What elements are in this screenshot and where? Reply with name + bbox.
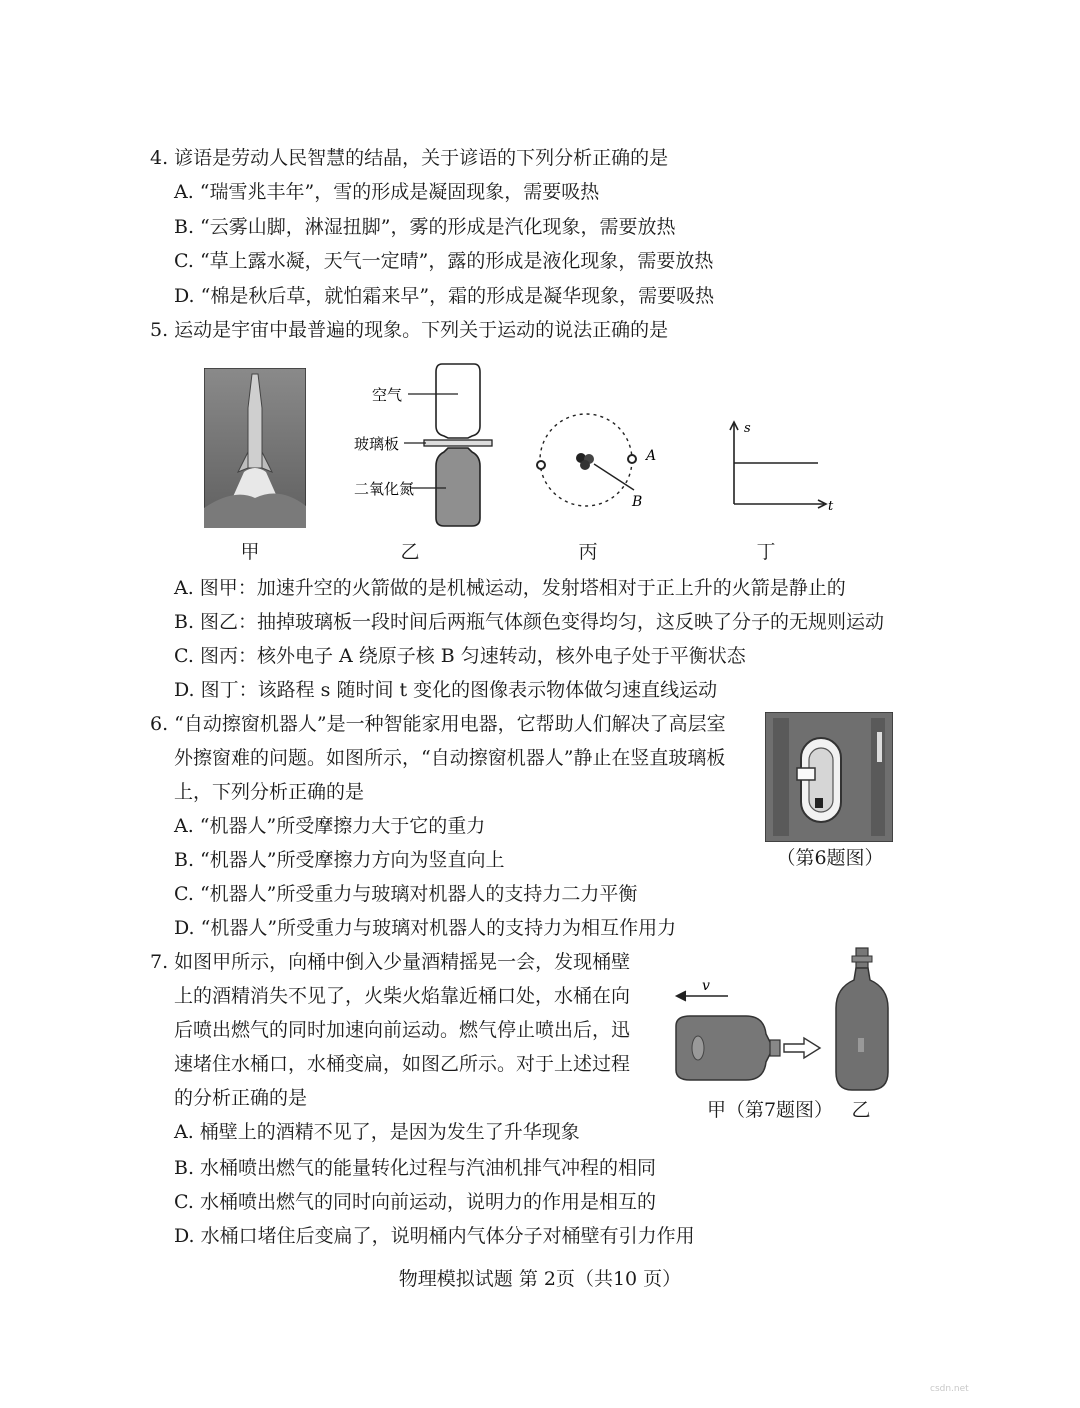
q7-stem-line-5: 的分析正确的是 <box>174 1087 308 1109</box>
q6-option-d: D. “机器人”所受重力与玻璃对机器人的支持力为相互作用力 <box>174 917 677 939</box>
q6-option-c: C. “机器人”所受重力与玻璃对机器人的支持力二力平衡 <box>174 883 638 905</box>
q5-option-b: B. 图乙：抽掉玻璃板一段时间后两瓶气体颜色变得均匀，这反映了分子的无规则运动 <box>174 611 885 633</box>
q7-stem-line-3: 后喷出燃气的同时加速向前运动。燃气停止喷出后，迅 <box>174 1019 631 1041</box>
q6-figure-caption: （第6题图） <box>776 847 884 869</box>
q5-label-a: A <box>646 448 657 464</box>
q5-option-a: A. 图甲：加速升空的火箭做的是机械运动，发射塔相对于正上升的火箭是静止的 <box>174 577 846 599</box>
q7-option-a: A. 桶壁上的酒精不见了，是因为发生了升华现象 <box>174 1121 580 1143</box>
q5-atom-figure <box>528 402 658 522</box>
q7-figure-yi-caption: 乙 <box>851 1099 871 1121</box>
q4-option-c: C. “草上露水凝，天气一定晴”，露的形成是液化现象，需要放热 <box>174 250 714 272</box>
q7-stem-line-2: 上的酒精消失不见了，火柴火焰靠近桶口处，水桶在向 <box>174 985 631 1007</box>
q5-bottles-figure <box>350 360 500 530</box>
q5-figure-yi-caption: 乙 <box>400 541 420 563</box>
q5-option-c: C. 图丙：核外电子 A 绕原子核 B 匀速转动，核外电子处于平衡状态 <box>174 645 746 667</box>
q5-axis-t: t <box>828 499 834 514</box>
q7-bucket-figure <box>662 944 902 1094</box>
q5-rocket-figure <box>204 368 306 528</box>
q7-stem-line-4: 速堵住水桶口，水桶变扁，如图乙所示。对于上述过程 <box>174 1053 631 1075</box>
q5-figure-ding-caption: 丁 <box>756 541 776 563</box>
q5-st-graph-figure <box>720 416 840 514</box>
q7-option-c: C. 水桶喷出燃气的同时向前运动，说明力的作用是相互的 <box>174 1191 656 1213</box>
q7-stem-line-1: 7. 如图甲所示，向桶中倒入少量酒精摇晃一会，发现桶壁 <box>150 951 631 973</box>
q7-figure-caption: 甲（第7题图） <box>706 1099 834 1121</box>
q5-axis-s: s <box>744 421 751 436</box>
q5-nucleus <box>576 453 594 470</box>
q5-stem: 5. 运动是宇宙中最普遍的现象。下列关于运动的说法正确的是 <box>150 319 669 341</box>
q5-label-no2: 二氧化氮 <box>354 480 415 498</box>
q6-robot-figure <box>765 712 893 842</box>
watermark: csdn.net <box>930 1384 969 1394</box>
page-footer: 物理模拟试题 第 2页（共10 页） <box>398 1268 682 1290</box>
q6-option-b: B. “机器人”所受摩擦力方向为竖直向上 <box>174 849 505 871</box>
q5-option-d: D. 图丁：该路程 s 随时间 t 变化的图像表示物体做匀速直线运动 <box>174 679 718 701</box>
q5-label-glass: 玻璃板 <box>354 435 400 453</box>
q6-stem-line-3: 上，下列分析正确的是 <box>174 781 365 803</box>
q5-figure-jia-caption: 甲 <box>240 541 260 563</box>
q5-label-air: 空气 <box>372 386 403 404</box>
q4-option-a: A. “瑞雪兆丰年”，雪的形成是凝固现象，需要吸热 <box>174 181 600 203</box>
q7-option-b: B. 水桶喷出燃气的能量转化过程与汽油机排气冲程的相同 <box>174 1157 657 1179</box>
q7-velocity-label: v <box>702 978 710 994</box>
q4-stem: 4. 谚语是劳动人民智慧的结晶，关于谚语的下列分析正确的是 <box>150 147 669 169</box>
q5-figure-bing-caption: 丙 <box>578 541 598 563</box>
q5-label-b: B <box>632 494 643 510</box>
q6-option-a: A. “机器人”所受摩擦力大于它的重力 <box>174 815 486 837</box>
q4-option-b: B. “云雾山脚，淋湿扭脚”，雾的形成是汽化现象，需要放热 <box>174 216 676 238</box>
q6-stem-line-1: 6. “自动擦窗机器人”是一种智能家用电器，它帮助人们解决了高层室 <box>150 713 726 735</box>
q7-option-d: D. 水桶口堵住后变扁了，说明桶内气体分子对桶壁有引力作用 <box>174 1225 695 1247</box>
q4-option-d: D. “棉是秋后草，就怕霜来早”，霜的形成是凝华现象，需要吸热 <box>174 285 715 307</box>
q6-stem-line-2: 外擦窗难的问题。如图所示，“自动擦窗机器人”静止在竖直玻璃板 <box>174 747 726 769</box>
